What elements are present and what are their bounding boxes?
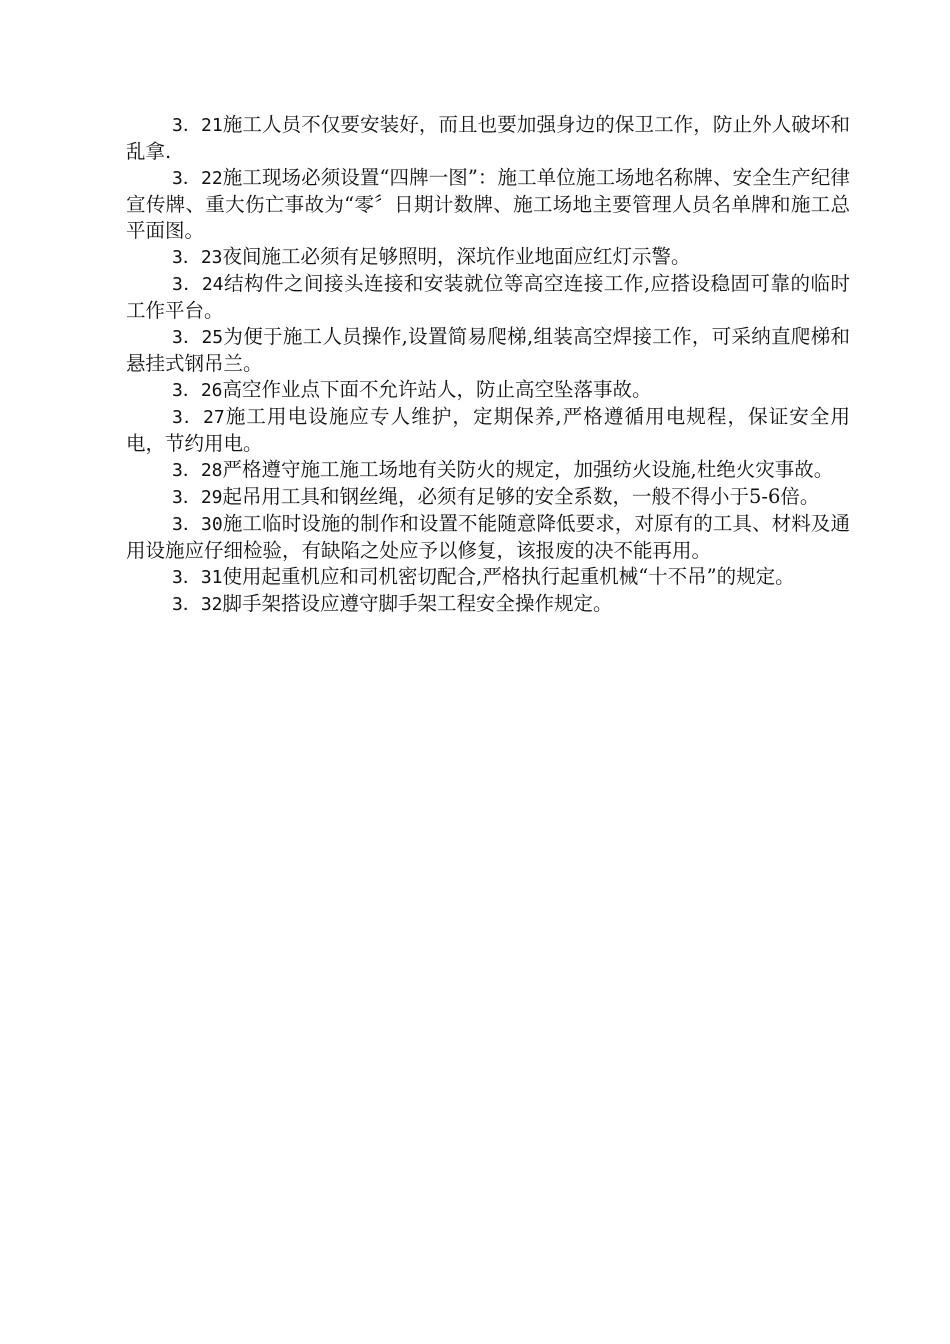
clause-text: 起吊用工具和钢丝绳，必须有足够的安全系数，一般不得小于5-6倍。 <box>222 485 820 508</box>
clause-text: 结构件之间接头连接和安装就位等高空连接工作,应搭设稳固可靠的临时工作平台。 <box>126 272 850 322</box>
clause-number: 3．30 <box>172 514 223 535</box>
clause-number: 3．26 <box>172 380 223 401</box>
clause-text: 严格遵守施工施工场地有关防火的规定，加强纺火设施,杜绝火灾事故。 <box>222 458 834 481</box>
clause-number: 3．22 <box>172 168 223 189</box>
clause-number: 3．29 <box>172 487 223 508</box>
clause-number: 3．21 <box>172 115 223 136</box>
clause-3-28 <box>126 457 850 484</box>
clause-3-30 <box>126 511 850 564</box>
clause-number: 3．27 <box>172 407 225 428</box>
clause-text: 高空作业点下面不允许站人，防止高空坠落事故。 <box>222 378 652 401</box>
clause-3-32 <box>126 591 850 618</box>
clause-3-26 <box>126 377 850 404</box>
clause-text: 为便于施工人员操作,设置简易爬梯,组装高空焊接工作，可采纳直爬梯和悬挂式钢吊兰。 <box>126 325 850 375</box>
clause-list <box>126 112 850 618</box>
clause-text: 施工人员不仅要安装好，而且也要加强身边的保卫工作，防止外人破坏和乱拿. <box>126 113 850 163</box>
clause-number: 3．32 <box>172 594 223 615</box>
clause-text: 脚手架搭设应遵守脚手架工程安全操作规定。 <box>222 592 613 615</box>
clause-number: 3．31 <box>172 567 223 588</box>
clause-number: 3．23 <box>172 247 223 268</box>
clause-text: 施工现场必须设置“四牌一图”：施工单位施工场地名称牌、安全生产纪律宣传牌、重大伤亡事故为“零〞日期计数牌、施工场地主要管理人员名单牌和施工总平面图。 <box>126 166 850 242</box>
clause-text: 使用起重机应和司机密切配合,严格执行起重机械“十不吊”的规定。 <box>222 565 795 588</box>
clause-3-21 <box>126 112 850 165</box>
clause-3-25 <box>126 324 850 377</box>
clause-number: 3．25 <box>172 327 224 348</box>
clause-text: 施工用电设施应专人维护，定期保养,严格遵循用电规程，保证安全用电，节约用电。 <box>126 405 851 455</box>
clause-3-27 <box>126 404 850 457</box>
clause-3-31 <box>126 564 850 591</box>
clause-number: 3．28 <box>172 460 223 481</box>
clause-text: 施工临时设施的制作和设置不能随意降低要求，对原有的工具、材料及通用设施应仔细检验，有缺陷之处应予以修复，该报废的决不能再用。 <box>126 512 850 562</box>
clause-text: 夜间施工必须有足够照明，深坑作业地面应红灯示警。 <box>222 245 691 268</box>
clause-3-22 <box>126 165 850 244</box>
clause-3-24 <box>126 271 850 324</box>
clause-3-23 <box>126 244 850 271</box>
clause-number: 3．24 <box>172 274 224 295</box>
clause-3-29 <box>126 484 850 511</box>
